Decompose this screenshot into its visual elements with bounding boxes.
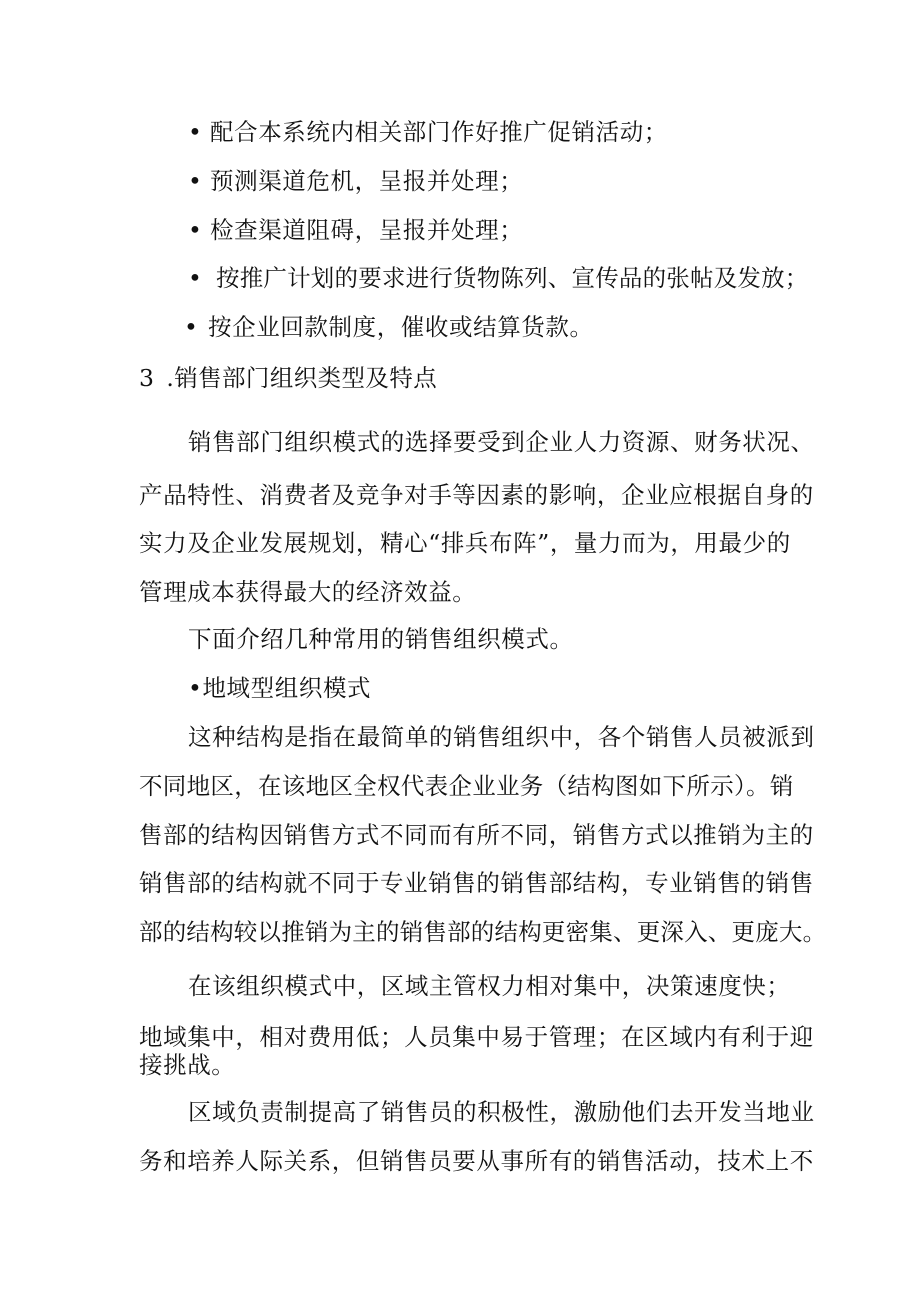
paragraph-line: 地域集中，相对费用低；人员集中易于管理；在区域内有利于迎 (139, 1023, 814, 1051)
section-heading (139, 363, 437, 393)
paragraph-line: 在该组织模式中，区域主管权力相对集中，决策速度快； (188, 972, 791, 1000)
bullet-icon: • (188, 264, 203, 292)
paragraph-line: 区域负责制提高了销售员的积极性，激励他们去开发当地业 (188, 1098, 815, 1126)
bullet-item (188, 215, 523, 245)
paragraph-line: 销售部门组织模式的选择要受到企业人力资源、财务状况、 (188, 428, 815, 456)
paragraph-line: 部的结构较以推销为主的销售部的结构更密集、更深入、更庞大。 (139, 918, 827, 946)
paragraph-line: 这种结构是指在最简单的销售组织中，各个销售人员被派到 (188, 723, 815, 751)
bullet-text: 按企业回款制度，催收或结算货款。 (208, 313, 594, 341)
paragraph-line: 产品特性、消费者及竞争对手等因素的影响，企业应根据自身的 (139, 481, 814, 509)
bullet-icon: • (188, 167, 203, 195)
bullet-text: 预测渠道危机，呈报并处理； (210, 167, 524, 195)
bullet-text: 检查渠道阻碍，呈报并处理； (210, 216, 524, 244)
paragraph-line: 接挑战。 (139, 1051, 236, 1079)
bullet-text: 配合本系统内相关部门作好推广促销活动； (210, 118, 668, 146)
bullet-icon: • (184, 313, 199, 341)
bullet-item (184, 312, 594, 342)
bullet-icon: • (188, 216, 203, 244)
bullet-item (188, 166, 523, 196)
section-title: .销售部门组织类型及特点 (166, 364, 438, 392)
paragraph-line: 下面介绍几种常用的销售组织模式。 (188, 625, 574, 653)
paragraph-line: 不同地区，在该地区全权代表企业业务（结构图如下所示）。销 (139, 772, 794, 800)
paragraph-line: 销售部的结构就不同于专业销售的销售部结构，专业销售的销售 (139, 869, 814, 897)
paragraph-line: 管理成本获得最大的经济效益。 (139, 578, 477, 606)
paragraph-line: 售部的结构因销售方式不同而有所不同，销售方式以推销为主的 (139, 821, 814, 849)
section-number: 3 (139, 364, 155, 392)
bullet-icon: • (188, 118, 203, 146)
bullet-item (188, 263, 809, 293)
sub-heading: •地域型组织模式 (188, 674, 372, 702)
bullet-text: 按推广计划的要求进行货物陈列、宣传品的张帖及发放； (216, 264, 809, 292)
paragraph-line: 务和培养人际关系，但销售员要从事所有的销售活动，技术上不 (139, 1147, 814, 1175)
bullet-item (188, 117, 668, 147)
paragraph-line: 实力及企业发展规划，精心“排兵布阵”，量力而为，用最少的 (139, 529, 791, 557)
